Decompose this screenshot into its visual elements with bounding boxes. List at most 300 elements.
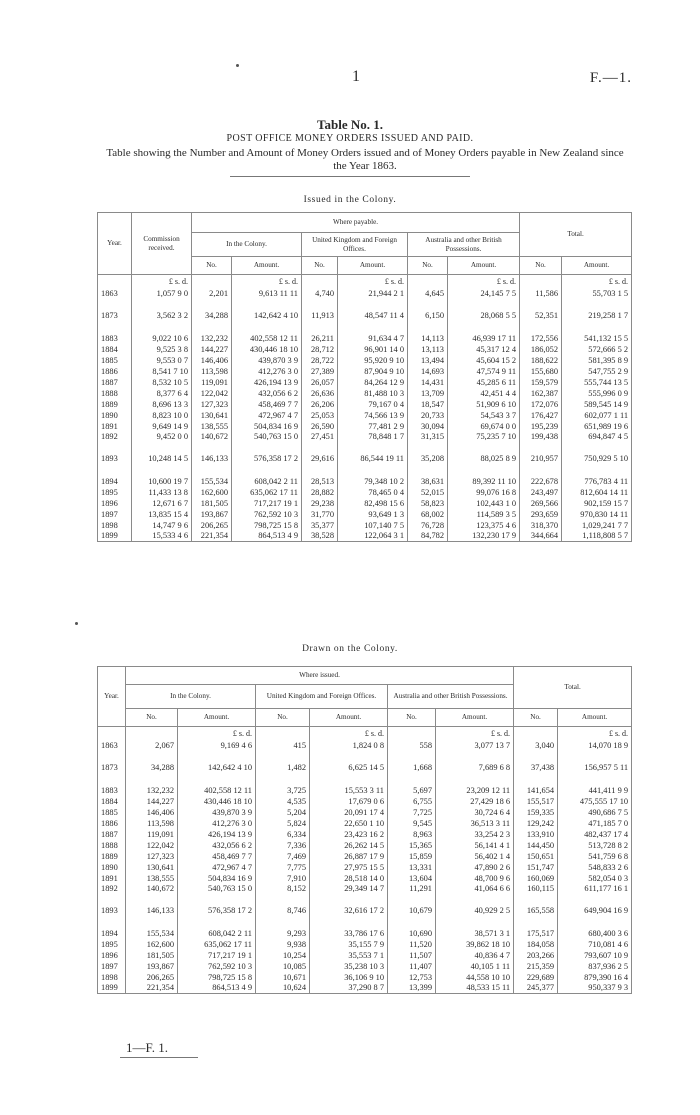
- value-cell: 9,545: [388, 818, 436, 829]
- value-cell: 40,836 4 7: [436, 950, 514, 961]
- value-cell: 146,406: [126, 807, 178, 818]
- value-cell: 138,555: [192, 421, 232, 432]
- value-cell: 9,649 14 9: [132, 421, 192, 432]
- value-cell: 8,963: [388, 829, 436, 840]
- unit-cell: £ s. d.: [338, 275, 408, 289]
- col-no-header: No.: [408, 257, 448, 275]
- value-cell: 160,115: [514, 884, 558, 906]
- value-cell: 13,835 15 4: [132, 509, 192, 520]
- value-cell: 156,957 5 11: [558, 763, 632, 785]
- document-code: F.—1.: [589, 70, 632, 86]
- value-cell: 12,753: [388, 972, 436, 983]
- value-cell: 140,672: [126, 884, 178, 906]
- value-cell: 155,534: [192, 476, 232, 487]
- value-cell: 181,505: [192, 498, 232, 509]
- total-header: Total.: [520, 213, 632, 257]
- value-cell: 122,042: [192, 388, 232, 399]
- value-cell: 123,375 4 6: [448, 520, 520, 531]
- col-amount-header: Amount.: [232, 257, 302, 275]
- value-cell: 33,786 17 6: [310, 928, 388, 939]
- col-no-header: No.: [192, 257, 232, 275]
- unit-cell: [388, 727, 436, 741]
- table-row: [98, 950, 632, 961]
- value-cell: 45,285 6 11: [448, 377, 520, 388]
- year-cell: 1891: [98, 873, 126, 884]
- value-cell: 113,598: [192, 366, 232, 377]
- year-cell: 1893: [98, 454, 132, 476]
- value-cell: 950,337 9 3: [558, 983, 632, 994]
- australia-header: Australia and other British Possessions.: [408, 233, 520, 257]
- value-cell: 127,323: [126, 851, 178, 862]
- value-cell: 472,967 4 7: [178, 862, 256, 873]
- value-cell: 113,598: [126, 818, 178, 829]
- value-cell: 27,451: [302, 432, 338, 454]
- value-cell: 26,211: [302, 333, 338, 344]
- value-cell: 162,600: [126, 939, 178, 950]
- value-cell: 142,642 4 10: [178, 763, 256, 785]
- unit-cell: £ s. d.: [562, 275, 632, 289]
- value-cell: 35,377: [302, 520, 338, 531]
- value-cell: 555,744 13 5: [562, 377, 632, 388]
- value-cell: 52,015: [408, 487, 448, 498]
- value-cell: 95,920 9 10: [338, 355, 408, 366]
- value-cell: 864,513 4 9: [178, 983, 256, 994]
- value-cell: 93,649 1 3: [338, 509, 408, 520]
- value-cell: 47,574 9 11: [448, 366, 520, 377]
- value-cell: 146,406: [192, 355, 232, 366]
- value-cell: 188,622: [520, 355, 562, 366]
- year-cell: 1895: [98, 487, 132, 498]
- value-cell: 14,431: [408, 377, 448, 388]
- value-cell: 13,331: [388, 862, 436, 873]
- unit-cell: [256, 727, 310, 741]
- value-cell: 11,291: [388, 884, 436, 906]
- value-cell: 1,029,241 7 7: [562, 520, 632, 531]
- value-cell: 38,571 3 1: [436, 928, 514, 939]
- year-cell: 1890: [98, 862, 126, 873]
- value-cell: 245,377: [514, 983, 558, 994]
- value-cell: 318,370: [520, 520, 562, 531]
- value-cell: 82,498 15 6: [338, 498, 408, 509]
- value-cell: 13,113: [408, 344, 448, 355]
- table-row: [98, 399, 632, 410]
- value-cell: 7,725: [388, 807, 436, 818]
- year-cell: 1896: [98, 498, 132, 509]
- ink-speck: [236, 64, 239, 67]
- value-cell: 48,700 9 6: [436, 873, 514, 884]
- value-cell: 130,641: [126, 862, 178, 873]
- unit-row: [98, 275, 632, 289]
- value-cell: 717,217 19 1: [232, 498, 302, 509]
- value-cell: 11,586: [520, 289, 562, 311]
- value-cell: 229,689: [514, 972, 558, 983]
- value-cell: 26,057: [302, 377, 338, 388]
- value-cell: 26,206: [302, 399, 338, 410]
- table-row: [98, 972, 632, 983]
- unit-cell: £ s. d.: [132, 275, 192, 289]
- value-cell: 9,452 0 0: [132, 432, 192, 454]
- value-cell: 79,348 10 2: [338, 476, 408, 487]
- year-cell: 1885: [98, 355, 132, 366]
- unit-row: [98, 727, 632, 741]
- year-cell: 1883: [98, 333, 132, 344]
- value-cell: 138,555: [126, 873, 178, 884]
- issued-table: [97, 212, 632, 542]
- colony-header: In the Colony.: [192, 233, 302, 257]
- year-cell: 1887: [98, 377, 132, 388]
- year-cell: 1885: [98, 807, 126, 818]
- value-cell: 3,040: [514, 741, 558, 763]
- value-cell: 680,400 3 6: [558, 928, 632, 939]
- value-cell: 24,145 7 5: [448, 289, 520, 311]
- value-cell: 206,265: [192, 520, 232, 531]
- value-cell: 195,239: [520, 421, 562, 432]
- value-cell: 10,254: [256, 950, 310, 961]
- value-cell: 762,592 10 3: [178, 961, 256, 972]
- value-cell: 172,556: [520, 333, 562, 344]
- value-cell: 172,076: [520, 399, 562, 410]
- value-cell: 146,133: [126, 906, 178, 928]
- value-cell: 79,167 0 4: [338, 399, 408, 410]
- value-cell: 210,957: [520, 454, 562, 476]
- unit-cell: £ s. d.: [436, 727, 514, 741]
- value-cell: 132,232: [126, 785, 178, 796]
- value-cell: 162,387: [520, 388, 562, 399]
- value-cell: 837,936 2 5: [558, 961, 632, 972]
- value-cell: 798,725 15 8: [232, 520, 302, 531]
- year-cell: 1897: [98, 509, 132, 520]
- unit-cell: [126, 727, 178, 741]
- drawn-table: [97, 666, 632, 994]
- value-cell: 35,553 7 1: [310, 950, 388, 961]
- value-cell: 55,703 1 5: [562, 289, 632, 311]
- value-cell: 9,613 11 11: [232, 289, 302, 311]
- value-cell: 32,616 17 2: [310, 906, 388, 928]
- value-cell: 10,690: [388, 928, 436, 939]
- value-cell: 30,724 6 4: [436, 807, 514, 818]
- value-cell: 150,651: [514, 851, 558, 862]
- value-cell: 26,590: [302, 421, 338, 432]
- value-cell: 99,076 16 8: [448, 487, 520, 498]
- unit-cell: [98, 727, 126, 741]
- value-cell: 8,746: [256, 906, 310, 928]
- value-cell: 199,438: [520, 432, 562, 454]
- divider: [230, 176, 470, 177]
- year-cell: 1886: [98, 366, 132, 377]
- value-cell: 504,834 16 9: [178, 873, 256, 884]
- year-cell: 1899: [98, 983, 126, 994]
- value-cell: 76,728: [408, 520, 448, 531]
- value-cell: 28,882: [302, 487, 338, 498]
- value-cell: 89,392 11 10: [448, 476, 520, 487]
- value-cell: 402,558 12 11: [232, 333, 302, 344]
- value-cell: 5,697: [388, 785, 436, 796]
- value-cell: 35,238 10 3: [310, 961, 388, 972]
- value-cell: 540,763 15 0: [232, 432, 302, 454]
- value-cell: 439,870 3 9: [232, 355, 302, 366]
- value-cell: 38,631: [408, 476, 448, 487]
- value-cell: 44,558 10 10: [436, 972, 514, 983]
- where-payable-header: Where payable.: [192, 213, 520, 233]
- year-cell: 1890: [98, 410, 132, 421]
- value-cell: 1,118,808 5 7: [562, 531, 632, 542]
- value-cell: 84,782: [408, 531, 448, 542]
- value-cell: 122,064 3 1: [338, 531, 408, 542]
- value-cell: 879,390 16 4: [558, 972, 632, 983]
- value-cell: 471,185 7 0: [558, 818, 632, 829]
- year-cell: 1863: [98, 741, 126, 763]
- value-cell: 293,659: [520, 509, 562, 520]
- value-cell: 186,052: [520, 344, 562, 355]
- value-cell: 11,520: [388, 939, 436, 950]
- value-cell: 81,488 10 3: [338, 388, 408, 399]
- year-cell: 1873: [98, 311, 132, 333]
- value-cell: 576,358 17 2: [178, 906, 256, 928]
- year-cell: 1897: [98, 961, 126, 972]
- value-cell: 513,728 8 2: [558, 840, 632, 851]
- value-cell: 776,783 4 11: [562, 476, 632, 487]
- value-cell: 1,824 0 8: [310, 741, 388, 763]
- table-row: [98, 498, 632, 509]
- year-cell: 1889: [98, 399, 132, 410]
- col-amount-header: Amount.: [310, 709, 388, 727]
- value-cell: 26,262 14 5: [310, 840, 388, 851]
- table-row: [98, 818, 632, 829]
- colony-header: In the Colony.: [126, 685, 256, 709]
- value-cell: 215,359: [514, 961, 558, 972]
- value-cell: 162,600: [192, 487, 232, 498]
- value-cell: 27,429 18 6: [436, 796, 514, 807]
- value-cell: 402,558 12 11: [178, 785, 256, 796]
- value-cell: 56,402 1 4: [436, 851, 514, 862]
- value-cell: 504,834 16 9: [232, 421, 302, 432]
- value-cell: 48,547 11 4: [338, 311, 408, 333]
- value-cell: 160,069: [514, 873, 558, 884]
- value-cell: 3,562 3 2: [132, 311, 192, 333]
- col-no-header: No.: [126, 709, 178, 727]
- year-cell: 1898: [98, 520, 132, 531]
- value-cell: 694,847 4 5: [562, 432, 632, 454]
- value-cell: 9,022 10 6: [132, 333, 192, 344]
- value-cell: 5,824: [256, 818, 310, 829]
- value-cell: 541,132 15 5: [562, 333, 632, 344]
- table-row: [98, 344, 632, 355]
- footer-code: 1—F. 1.: [126, 1040, 168, 1055]
- year-cell: 1892: [98, 884, 126, 906]
- value-cell: 581,395 8 9: [562, 355, 632, 366]
- value-cell: 165,558: [514, 906, 558, 928]
- value-cell: 812,604 14 11: [562, 487, 632, 498]
- value-cell: 20,733: [408, 410, 448, 421]
- value-cell: 1,668: [388, 763, 436, 785]
- table-row: [98, 377, 632, 388]
- value-cell: 7,336: [256, 840, 310, 851]
- col-no-header: No.: [520, 257, 562, 275]
- year-cell: 1894: [98, 476, 132, 487]
- value-cell: 558: [388, 741, 436, 763]
- value-cell: 35,208: [408, 454, 448, 476]
- col-year-header: Year.: [98, 213, 132, 275]
- table-row: [98, 531, 632, 542]
- value-cell: 107,140 7 5: [338, 520, 408, 531]
- value-cell: 130,641: [192, 410, 232, 421]
- value-cell: 3,725: [256, 785, 310, 796]
- value-cell: 9,938: [256, 939, 310, 950]
- table-description: Table showing the Number and Amount of Money Orders issued and of Money Orders payable in New Zealand since the Year 1863.: [106, 147, 624, 172]
- value-cell: 193,867: [192, 509, 232, 520]
- value-cell: 430,446 18 10: [178, 796, 256, 807]
- col-no-header: No.: [302, 257, 338, 275]
- value-cell: 35,155 7 9: [310, 939, 388, 950]
- value-cell: 762,592 10 3: [232, 509, 302, 520]
- col-amount-header: Amount.: [338, 257, 408, 275]
- value-cell: 36,106 9 10: [310, 972, 388, 983]
- value-cell: 608,042 2 11: [178, 928, 256, 939]
- unit-cell: [192, 275, 232, 289]
- value-cell: 602,077 1 11: [562, 410, 632, 421]
- value-cell: 2,201: [192, 289, 232, 311]
- value-cell: 717,217 19 1: [178, 950, 256, 961]
- value-cell: 7,775: [256, 862, 310, 873]
- value-cell: 9,553 0 7: [132, 355, 192, 366]
- value-cell: 415: [256, 741, 310, 763]
- year-cell: 1873: [98, 763, 126, 785]
- value-cell: 608,042 2 11: [232, 476, 302, 487]
- value-cell: 181,505: [126, 950, 178, 961]
- table-row: [98, 785, 632, 796]
- value-cell: 42,451 4 4: [448, 388, 520, 399]
- value-cell: 17,679 0 6: [310, 796, 388, 807]
- value-cell: 102,443 1 0: [448, 498, 520, 509]
- value-cell: 28,513: [302, 476, 338, 487]
- value-cell: 651,989 19 6: [562, 421, 632, 432]
- value-cell: 28,722: [302, 355, 338, 366]
- unit-cell: £ s. d.: [558, 727, 632, 741]
- unit-cell: £ s. d.: [448, 275, 520, 289]
- value-cell: 96,901 14 0: [338, 344, 408, 355]
- value-cell: 151,747: [514, 862, 558, 873]
- value-cell: 176,427: [520, 410, 562, 421]
- value-cell: 86,544 19 11: [338, 454, 408, 476]
- value-cell: 649,904 16 9: [558, 906, 632, 928]
- value-cell: 69,674 0 0: [448, 421, 520, 432]
- value-cell: 432,056 6 2: [178, 840, 256, 851]
- value-cell: 458,469 7 7: [178, 851, 256, 862]
- value-cell: 119,091: [126, 829, 178, 840]
- value-cell: 798,725 15 8: [178, 972, 256, 983]
- value-cell: 45,317 12 4: [448, 344, 520, 355]
- value-cell: 27,975 15 5: [310, 862, 388, 873]
- value-cell: 119,091: [192, 377, 232, 388]
- table-row: [98, 807, 632, 818]
- value-cell: 54,543 3 7: [448, 410, 520, 421]
- value-cell: 23,423 16 2: [310, 829, 388, 840]
- value-cell: 46,939 17 11: [448, 333, 520, 344]
- value-cell: 155,680: [520, 366, 562, 377]
- year-cell: 1888: [98, 388, 132, 399]
- value-cell: 13,709: [408, 388, 448, 399]
- value-cell: 28,518 14 0: [310, 873, 388, 884]
- year-cell: 1891: [98, 421, 132, 432]
- col-amount-header: Amount.: [562, 257, 632, 275]
- table-row: [98, 939, 632, 950]
- year-cell: 1889: [98, 851, 126, 862]
- table-row: [98, 366, 632, 377]
- value-cell: 15,859: [388, 851, 436, 862]
- value-cell: 37,290 8 7: [310, 983, 388, 994]
- value-cell: 15,553 3 11: [310, 785, 388, 796]
- value-cell: 13,604: [388, 873, 436, 884]
- value-cell: 37,438: [514, 763, 558, 785]
- value-cell: 1,482: [256, 763, 310, 785]
- value-cell: 490,686 7 5: [558, 807, 632, 818]
- value-cell: 10,679: [388, 906, 436, 928]
- table-row: [98, 862, 632, 873]
- value-cell: 430,446 18 10: [232, 344, 302, 355]
- australia-header: Australia and other British Possessions.: [388, 685, 514, 709]
- value-cell: 127,323: [192, 399, 232, 410]
- value-cell: 7,910: [256, 873, 310, 884]
- ink-speck: [75, 622, 78, 625]
- value-cell: 970,830 14 11: [562, 509, 632, 520]
- value-cell: 8,823 10 0: [132, 410, 192, 421]
- table-row: [98, 421, 632, 432]
- value-cell: 6,755: [388, 796, 436, 807]
- value-cell: 38,528: [302, 531, 338, 542]
- value-cell: 28,068 5 5: [448, 311, 520, 333]
- value-cell: 114,589 3 5: [448, 509, 520, 520]
- value-cell: 221,354: [126, 983, 178, 994]
- value-cell: 14,070 18 9: [558, 741, 632, 763]
- value-cell: 31,770: [302, 509, 338, 520]
- value-cell: 58,823: [408, 498, 448, 509]
- table-row: [98, 851, 632, 862]
- value-cell: 902,159 15 7: [562, 498, 632, 509]
- value-cell: 10,624: [256, 983, 310, 994]
- year-cell: 1893: [98, 906, 126, 928]
- col-year-header: Year.: [98, 667, 126, 727]
- value-cell: 40,105 1 11: [436, 961, 514, 972]
- value-cell: 74,566 13 9: [338, 410, 408, 421]
- table-row: [98, 928, 632, 939]
- table-row: [98, 796, 632, 807]
- value-cell: 78,465 0 4: [338, 487, 408, 498]
- table-row: [98, 410, 632, 421]
- table-row: [98, 432, 632, 454]
- value-cell: 582,054 0 3: [558, 873, 632, 884]
- value-cell: 33,254 2 3: [436, 829, 514, 840]
- value-cell: 29,616: [302, 454, 338, 476]
- value-cell: 10,600 19 7: [132, 476, 192, 487]
- value-cell: 9,525 3 8: [132, 344, 192, 355]
- value-cell: 750,929 5 10: [562, 454, 632, 476]
- value-cell: 432,056 6 2: [232, 388, 302, 399]
- year-cell: 1883: [98, 785, 126, 796]
- value-cell: 88,025 8 9: [448, 454, 520, 476]
- value-cell: 14,747 9 6: [132, 520, 192, 531]
- year-cell: 1895: [98, 939, 126, 950]
- col-no-header: No.: [514, 709, 558, 727]
- table-title: Table No. 1.: [317, 117, 383, 132]
- value-cell: 77,481 2 9: [338, 421, 408, 432]
- value-cell: 175,517: [514, 928, 558, 939]
- value-cell: 75,235 7 10: [448, 432, 520, 454]
- value-cell: 344,664: [520, 531, 562, 542]
- section-drawn-title: Drawn on the Colony.: [302, 644, 398, 654]
- value-cell: 122,042: [126, 840, 178, 851]
- value-cell: 23,209 12 11: [436, 785, 514, 796]
- value-cell: 2,067: [126, 741, 178, 763]
